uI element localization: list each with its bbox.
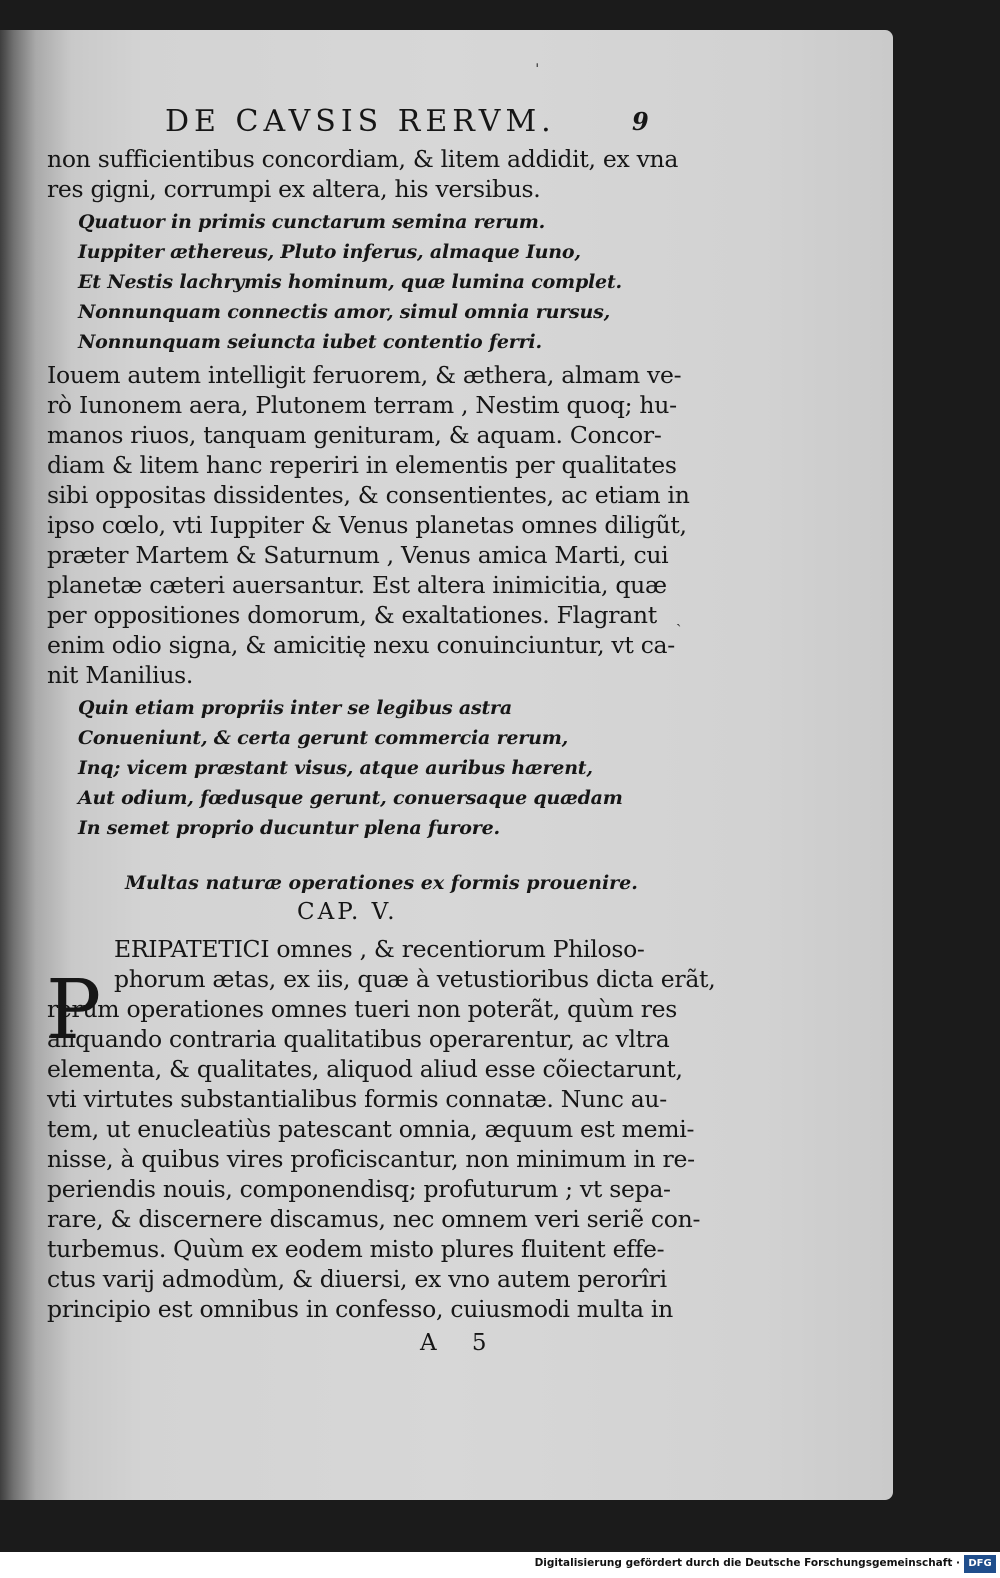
text-line: rare, & discernere discamus, nec omnem veri seriẽ con- (47, 1205, 701, 1233)
verse-line: Aut odium, fœdusque gerunt, conuersaque quædam (78, 787, 623, 809)
chapter-number: CAP. V. (297, 899, 398, 925)
verse-line: Et Nestis lachrymis hominum, quæ lumina complet. (78, 271, 622, 293)
verse-line: Nonnunquam seiuncta iubet contentio ferri. (78, 331, 542, 353)
text-line: elementa, & qualitates, aliquod aliud esse cõiectarunt, (47, 1055, 683, 1083)
text-line: sibi oppositas dissidentes, & consentientes, ac etiam in (47, 481, 690, 509)
text-line: non sufficientibus concordiam, & litem addidit, ex vna (47, 145, 679, 173)
text-line: nit Manilius. (47, 661, 194, 689)
text-line: tem, ut enucleatiùs patescant omnia, æquum est memi- (47, 1115, 695, 1143)
margin-mark: ˌ (535, 50, 540, 69)
verse-line: Quin etiam propriis inter se legibus astra (78, 697, 512, 719)
text-line: principio est omnibus in confesso, cuiusmodi multa in (47, 1295, 673, 1323)
verse-line: Nonnunquam connectis amor, simul omnia rursus, (78, 301, 611, 323)
text-line: periendis nouis, componendisq; profuturum ; vt sepa- (47, 1175, 671, 1203)
text-line: diam & litem hanc reperiri in elementis per qualitates (47, 451, 677, 479)
text-line: aliquando contraria qualitatibus operarentur, ac vltra (47, 1025, 670, 1053)
verse-line: Conueniunt, & certa gerunt commercia rerum, (78, 727, 569, 749)
verse-line: Quatuor in primis cunctarum semina rerum. (78, 211, 546, 233)
dfg-logo: DFG (964, 1555, 996, 1573)
text-line: ipso cœlo, vti Iuppiter & Venus planetas omnes diligũt, (47, 511, 687, 539)
verse-line: In semet proprio ducuntur plena furore. (78, 817, 500, 839)
text-line: res gigni, corrumpi ex altera, his versibus. (47, 175, 541, 203)
signature-mark: A 5 (420, 1330, 501, 1356)
text-line: turbemus. Quùm ex eodem misto plures fluitent effe- (47, 1235, 665, 1263)
credit-bar (0, 1552, 1000, 1578)
text-line: nisse, à quibus vires proficiscantur, non minimum in re- (47, 1145, 695, 1173)
verse-line: Inq; vicem præstant visus, atque auribus hærent, (78, 757, 593, 779)
drop-cap: P (46, 963, 102, 1058)
verse-line: Iuppiter æthereus, Pluto inferus, almaque Iuno, (78, 241, 581, 263)
text-line: per oppositiones domorum, & exaltationes. Flagrant (47, 601, 657, 629)
margin-mark: ˏ (676, 608, 682, 627)
text-line: ERIPATETICI omnes , & recentiorum Philoso- (114, 935, 645, 963)
text-line: rerum operationes omnes tueri non poterãt, quùm res (47, 995, 678, 1023)
page-number: 9 (632, 107, 649, 136)
text-line: planetæ cæteri auersantur. Est altera inimicitia, quæ (47, 571, 667, 599)
text-line: præter Martem & Saturnum , Venus amica Marti, cui (47, 541, 669, 569)
funding-credit: Digitalisierung gefördert durch die Deutsche Forschungsgemeinschaft · (534, 1557, 960, 1569)
chapter-title: Multas naturæ operationes ex formis prouenire. (125, 872, 638, 894)
running-title: DE CAVSIS RERVM. (165, 104, 556, 139)
text-line: Iouem autem intelligit feruorem, & æthera, almam ve- (47, 361, 682, 389)
text-line: vti virtutes substantialibus formis connatæ. Nunc au- (47, 1085, 667, 1113)
text-line: enim odio signa, & amicitię nexu conuinciuntur, vt ca- (47, 631, 675, 659)
text-line: phorum ætas, ex iis, quæ à vetustioribus dicta erãt, (114, 965, 716, 993)
text-line: manos riuos, tanquam genituram, & aquam. Concor- (47, 421, 662, 449)
book-page (0, 30, 893, 1500)
text-line: ctus varij admodùm, & diuersi, ex vno autem perorîri (47, 1265, 667, 1293)
text-line: rò Iunonem aera, Plutonem terram , Nestim quoq; hu- (47, 391, 677, 419)
